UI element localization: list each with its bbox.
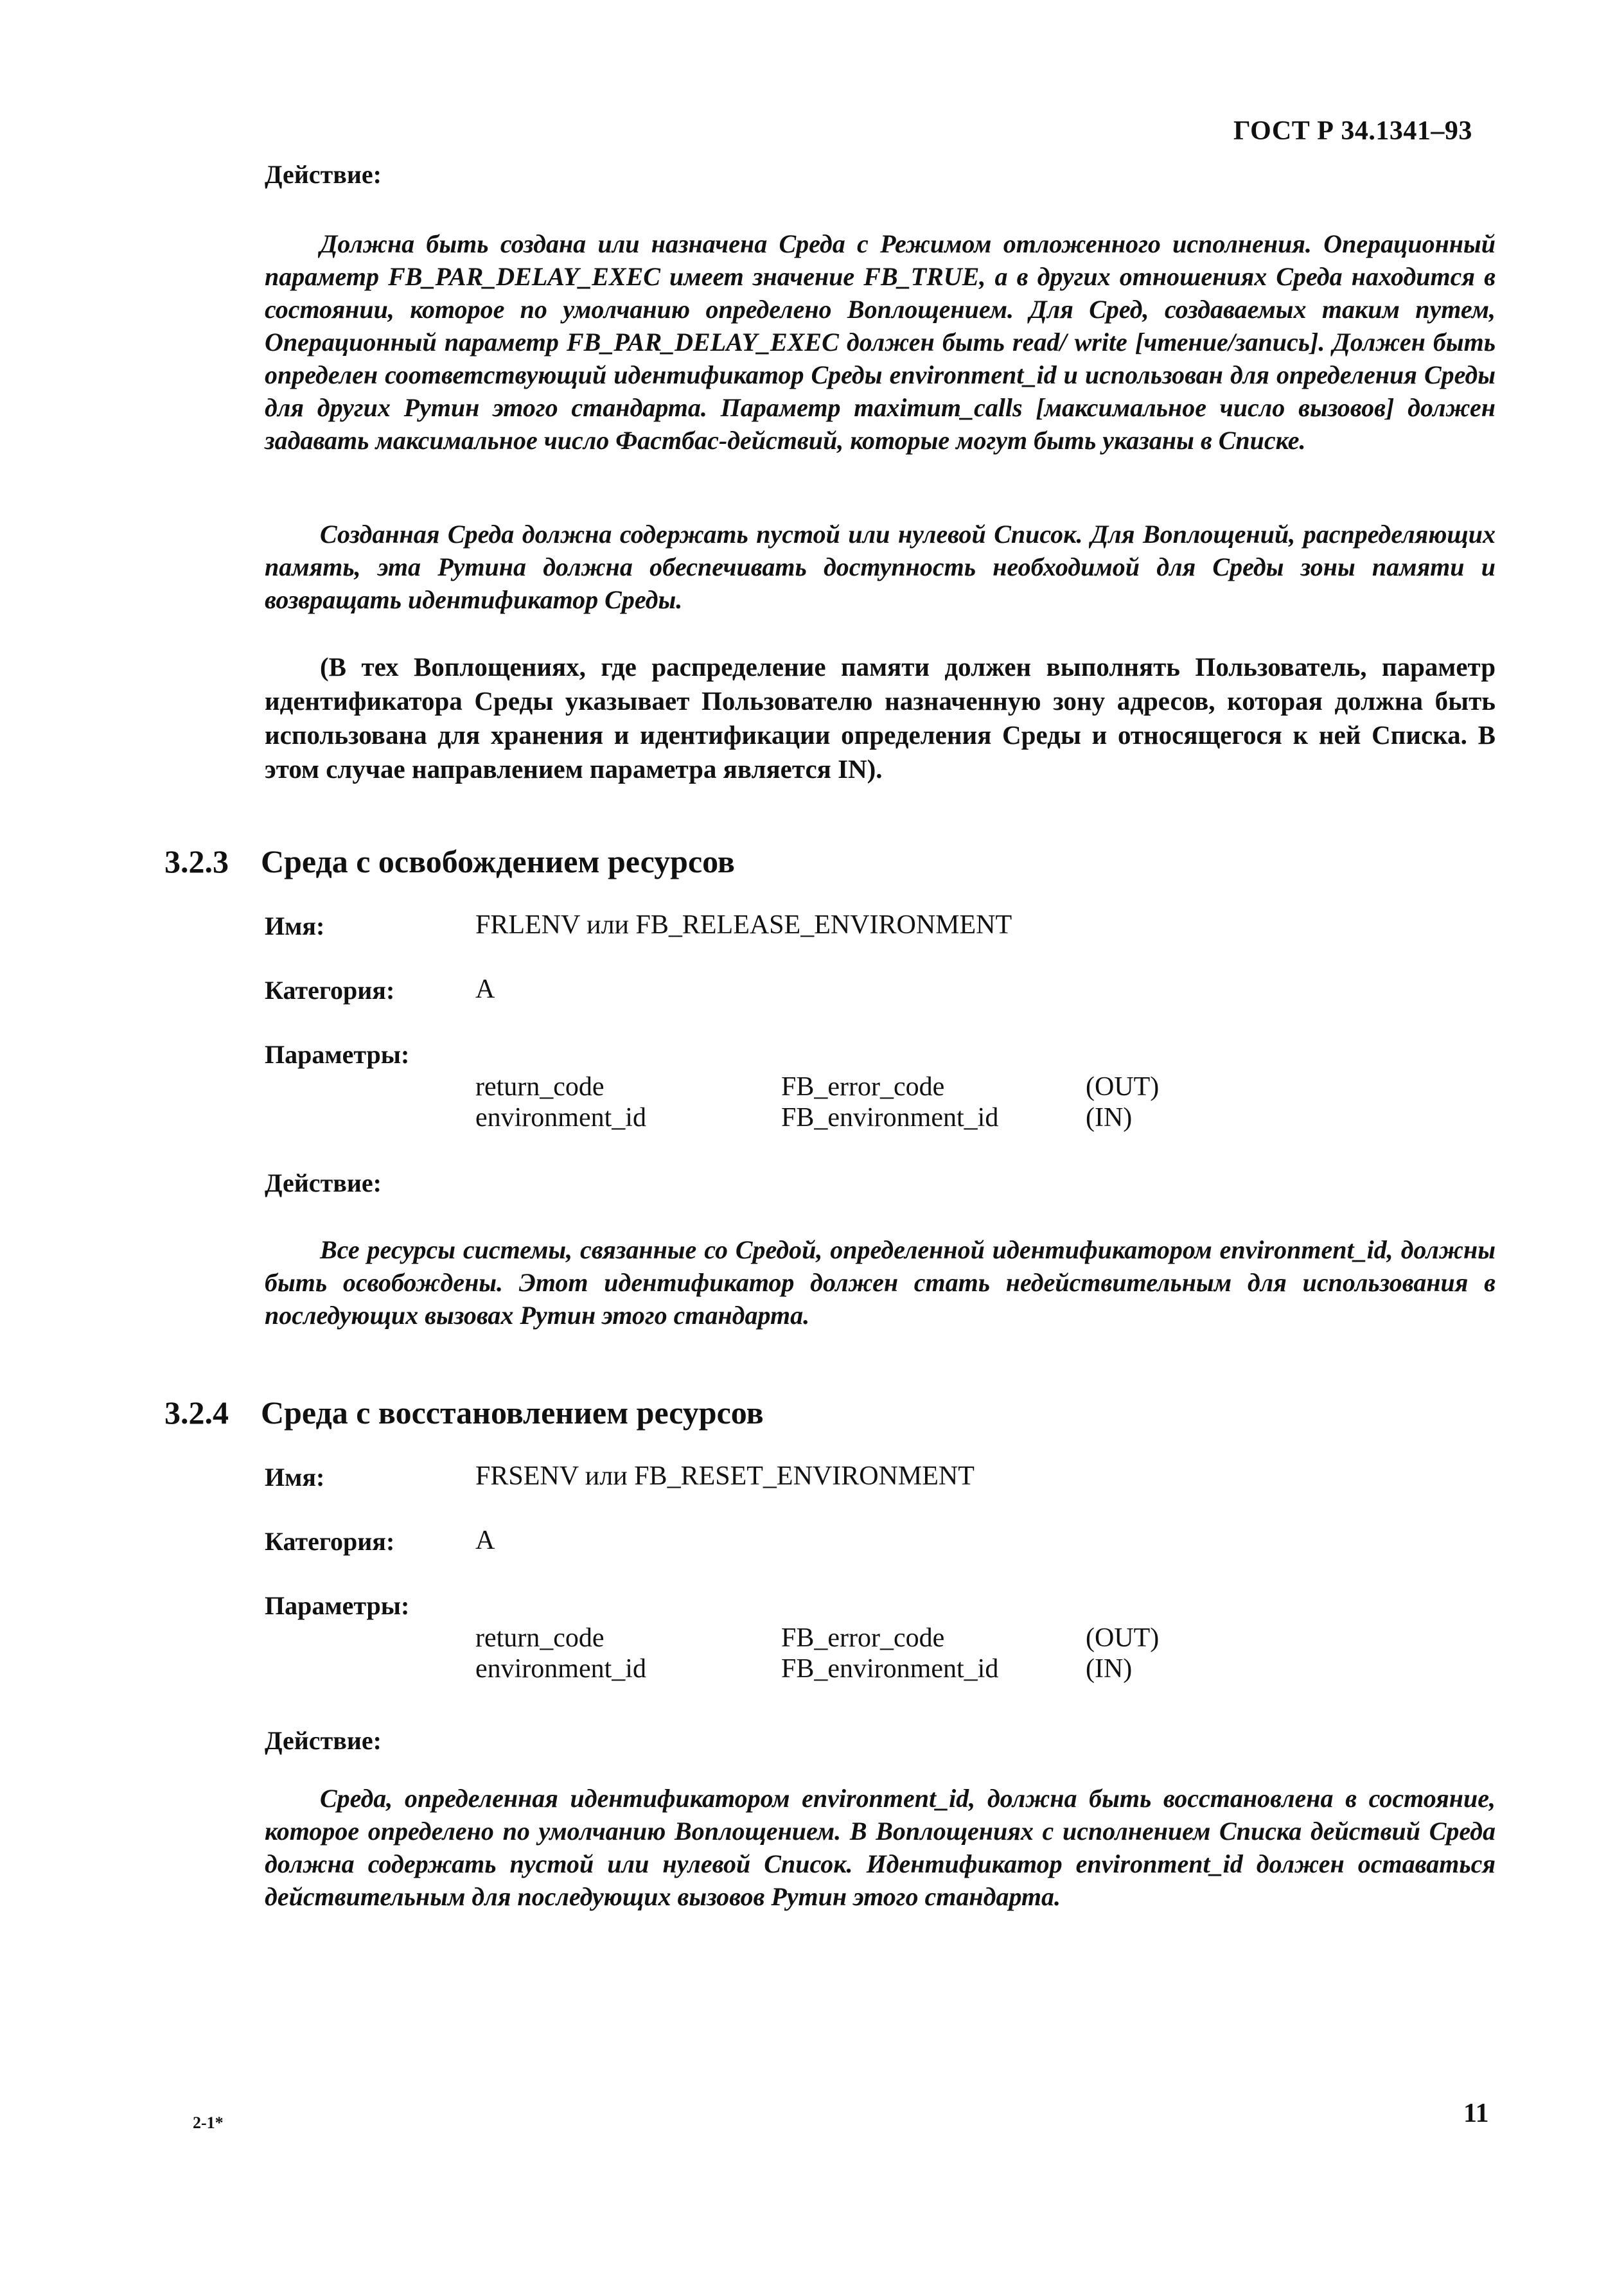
action-paragraph: Должна быть создана или назначена Среда с Режимом отложенного исполнения. Операционный параметр FB_PAR_DELAY_EXEC имеет значение FB_TRUE, а в других отношениях Среда находится в состоянии, которое по умолчанию определено Воплощением. Для Сред, создаваемых таким путем, Операционный параметр FB_PAR_DELAY_EXEC должен быть read/ write [чтение/запись]. Должен быть определен соответствующий идентификатор Среды environment_id и использован для определения Среды для других Рутин этого стандарта. Параметр maximum_calls [максимальное число вызовов] должен задавать максимальное число Фастбас-действий, которые могут быть указаны в Списке.: [265, 229, 1496, 455]
param-direction: (OUT): [1086, 1072, 1160, 1102]
param-direction: (IN): [1086, 1103, 1133, 1133]
standard-header: ГОСТ Р 34.1341–93: [1233, 116, 1472, 146]
category-value: A: [475, 1526, 495, 1555]
section-title: Среда с восстановлением ресурсов: [261, 1395, 764, 1431]
note-paragraph: (В тех Воплощениях, где распределение памяти должен выполнять Пользователь, параметр идентификатора Среды указывает Пользователю назначенную зону адресов, которая должна быть использована для хранения и идентификации определения Среды и относящегося к ней Списка. В этом случае направлением параметра является IN).: [265, 652, 1496, 784]
action-paragraph: Среда, определенная идентификатором environment_id, должна быть восстановлена в состояние, которое определено по умолчанию Воплощением. В Воплощениях с исполнением Списка действий Среда должна содержать пустой или нулевой Список. Идентификатор environment_id должен оставаться действительным для последующих вызовов Рутин этого стандарта.: [265, 1784, 1496, 1911]
section-heading: [164, 843, 735, 880]
param-direction: (OUT): [1086, 1623, 1160, 1653]
params-label: Параметры:: [265, 1591, 410, 1620]
category-label: Категория:: [265, 976, 395, 1005]
action-label: Действие:: [265, 1168, 382, 1197]
param-name: environment_id: [475, 1103, 646, 1133]
routine-name: FRLENV или FB_RELEASE_ENVIRONMENT: [475, 910, 1012, 940]
param-name: return_code: [475, 1623, 605, 1653]
name-label: Имя:: [265, 912, 325, 940]
routine-name: FRSENV или FB_RESET_ENVIRONMENT: [475, 1461, 975, 1491]
param-name: environment_id: [475, 1654, 646, 1684]
param-type: FB_error_code: [781, 1623, 945, 1653]
param-type: FB_environment_id: [781, 1654, 999, 1684]
param-type: FB_error_code: [781, 1072, 945, 1102]
param-row: [475, 1653, 1246, 1686]
param-direction: (IN): [1086, 1654, 1133, 1684]
action-paragraph: Созданная Среда должна содержать пустой или нулевой Список. Для Воплощений, распределяющих память, эта Рутина должна обеспечивать доступность необходимой для Среды зоны памяти и возвращать идентификатор Среды.: [265, 520, 1496, 614]
param-row: [475, 1071, 1246, 1104]
name-label: Имя:: [265, 1463, 325, 1492]
category-value: A: [475, 974, 495, 1004]
category-label: Категория:: [265, 1527, 395, 1556]
param-name: return_code: [475, 1072, 605, 1102]
action-label: Действие:: [265, 160, 382, 189]
param-row: [475, 1623, 1246, 1655]
param-row: [475, 1102, 1246, 1134]
section-title: Среда с освобождением ресурсов: [261, 843, 735, 879]
param-type: FB_environment_id: [781, 1103, 999, 1133]
action-label: Действие:: [265, 1726, 382, 1755]
params-label: Параметры:: [265, 1040, 410, 1069]
section-number: 3.2.4: [164, 1395, 229, 1431]
section-number: 3.2.3: [164, 843, 229, 879]
print-signature: 2-1*: [193, 2113, 224, 2132]
section-heading: [164, 1394, 764, 1431]
page-number: 11: [1463, 2099, 1489, 2128]
action-paragraph: Все ресурсы системы, связанные со Средой, определенной идентификатором environment_id, должны быть освобождены. Этот идентификатор должен стать недействительным для использования в последующих вызовах Рутин этого стандарта.: [265, 1235, 1496, 1330]
